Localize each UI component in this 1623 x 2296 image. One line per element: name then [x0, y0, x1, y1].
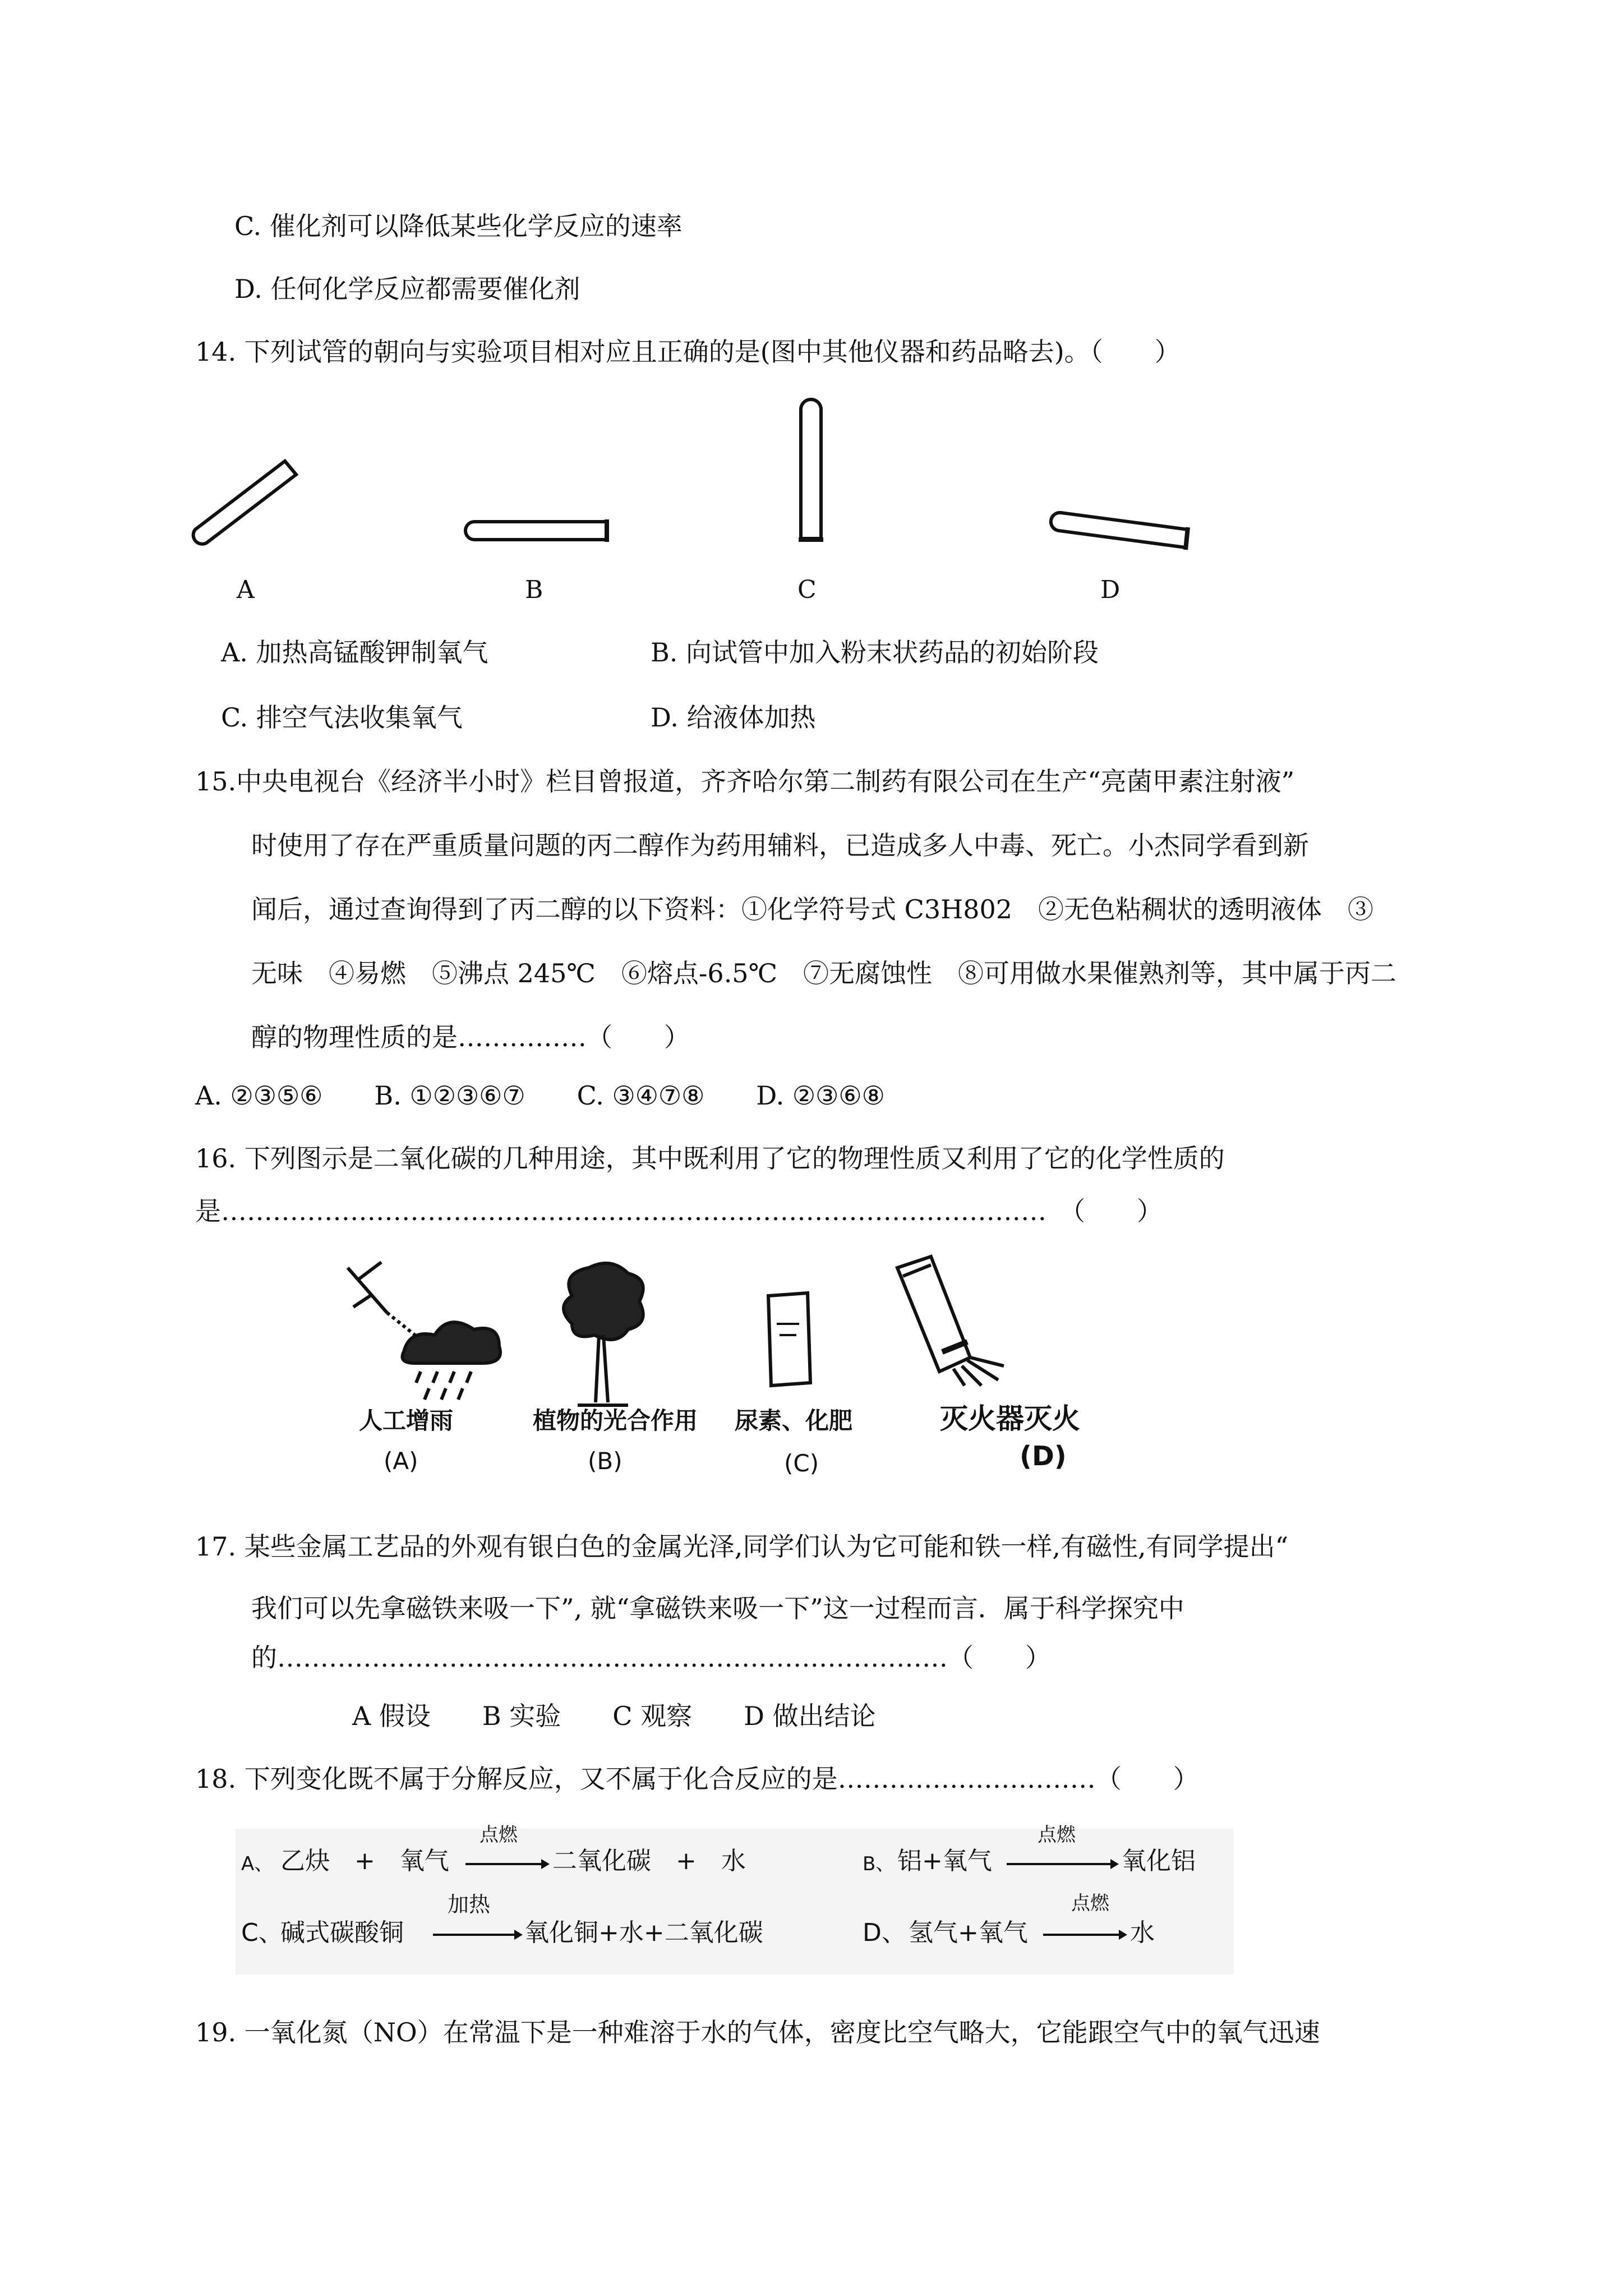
q14-option-a: A. 加热高锰酸钾制氧气 [221, 637, 488, 668]
test-tubes-figure [0, 393, 1623, 606]
reaction-a-right: 二氧化碳 + 水 [552, 1847, 746, 1875]
letter-d: (D) [1020, 1441, 1067, 1472]
q17-options: A 假设 B 实验 C 观察 D 做出结论 [352, 1701, 876, 1731]
q15-options: A. ②③⑤⑥ B. ①②③⑥⑦ C. ③④⑦⑧ D. ②③⑥⑧ [195, 1080, 885, 1111]
q17-line-1: 17. 某些金属工艺品的外观有银白色的金属光泽,同学们认为它可能和铁一样,有磁性,有同学提出“ [195, 1531, 1289, 1562]
reaction-c-left: 碱式碳酸铜 [280, 1918, 404, 1947]
q15-line-4: 无味 ④易燃 ⑤沸点 245℃ ⑥熔点-6.5℃ ⑦无腐蚀性 ⑧可用做水果催熟剂等，其中属于丙二 [251, 958, 1397, 988]
q18-stem: 18. 下列变化既不属于分解反应，又不属于化合反应的是…………………………（ ） [195, 1764, 1199, 1794]
reaction-d-arrow [1043, 1926, 1127, 1943]
q14-option-b: B. 向试管中加入粉末状药品的初始阶段 [651, 637, 1099, 668]
reaction-a-condition: 点燃 [479, 1824, 518, 1846]
letter-a: (A) [384, 1447, 418, 1475]
q15-line-5: 醇的物理性质的是……………（ ） [251, 1022, 690, 1052]
q15-line-2: 时使用了存在严重质量问题的丙二醇作为药用辅料，已造成多人中毒、死亡。小杰同学看到新 [251, 830, 1309, 861]
letter-c: (C) [784, 1450, 819, 1477]
reaction-c-right: 氧化铜+水+二氧化碳 [524, 1918, 763, 1947]
q14-option-d: D. 给液体加热 [651, 702, 816, 733]
caption-d: 灭火器灭火 [940, 1402, 1080, 1435]
test-tube-a-image [193, 461, 296, 544]
reaction-c-condition: 加热 [448, 1892, 491, 1917]
q14-stem: 14. 下列试管的朝向与实验项目相对应且正确的是(图中其他仪器和药品略去)。（ ） [195, 337, 1181, 367]
caption-a: 人工增雨 [359, 1407, 454, 1434]
reaction-b-left: 铝+氧气 [897, 1847, 992, 1875]
caption-c: 尿素、化肥 [735, 1407, 853, 1434]
test-tube-d-image [1051, 513, 1188, 550]
reaction-c-label: C、 [241, 1918, 283, 1947]
q15-line-1: 15.中央电视台《经济半小时》栏目曾报道，齐齐哈尔第二制药有限公司在生产“亮菌甲素注射液” [195, 766, 1295, 797]
reaction-b-condition: 点燃 [1038, 1824, 1076, 1846]
reactions-panel [236, 1824, 1234, 1975]
tube-label-c: C [797, 576, 817, 604]
reaction-b-right: 氧化铝 [1122, 1847, 1196, 1875]
tube-label-d: D [1100, 576, 1121, 604]
q14-option-c: C. 排空气法收集氧气 [221, 702, 463, 733]
reaction-d-right: 水 [1130, 1918, 1155, 1947]
letter-b: (B) [588, 1447, 623, 1475]
reaction-d-condition: 点燃 [1071, 1892, 1109, 1915]
reaction-b-label: B、 [863, 1853, 895, 1875]
tube-label-a: A [237, 576, 255, 604]
q13-option-d: D. 任何化学反应都需要催化剂 [234, 274, 580, 304]
q15-line-3: 闻后，通过查询得到了丙二醇的以下资料：①化学符号式 C3H802 ②无色粘稠状的透明液体 ③ [251, 894, 1373, 924]
artificial-rain-image [348, 1262, 500, 1400]
reaction-c-arrow [433, 1926, 523, 1943]
test-tube-c-image [799, 399, 823, 540]
reaction-a-left: 乙炔 + 氧气 [280, 1847, 449, 1875]
q17-line-3: 的……………………………………………………………………（ ） [251, 1642, 1051, 1673]
caption-b: 植物的光合作用 [533, 1407, 698, 1434]
reaction-b-arrow [1007, 1856, 1119, 1872]
q17-line-2: 我们可以先拿磁铁来吸一下”, 就“拿磁铁来吸一下”这一过程而言．属于科学探究中 [251, 1593, 1184, 1623]
reaction-d-label: D、 [863, 1918, 906, 1947]
plant-photosynthesis-image [564, 1263, 643, 1405]
q16-line-2: 是…………………………………………………………………………………… （ ） [195, 1196, 1163, 1226]
reaction-d-left: 氢气+氧气 [909, 1918, 1028, 1947]
fire-extinguisher-image [897, 1257, 1004, 1386]
test-tube-b-image [465, 519, 607, 542]
reaction-a-label: A、 [241, 1853, 274, 1875]
q13-option-c: C. 催化剂可以降低某些化学反应的速率 [234, 211, 683, 241]
urea-fertilizer-image [768, 1293, 810, 1386]
q16-line-1: 16. 下列图示是二氧化碳的几种用途，其中既利用了它的物理性质又利用了它的化学性质的 [195, 1143, 1225, 1174]
co2-uses-figure [336, 1245, 1122, 1470]
tube-label-b: B [525, 576, 543, 604]
reaction-a-arrow [465, 1856, 550, 1872]
q19-line-1: 19. 一氧化氮（NO）在常温下是一种难溶于水的气体，密度比空气略大，它能跟空气中的氧气迅速 [195, 2017, 1320, 2047]
